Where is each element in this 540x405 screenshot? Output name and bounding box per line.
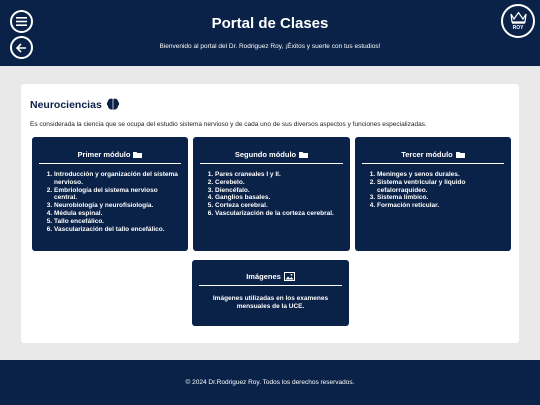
module-card-primero[interactable] — [32, 137, 188, 251]
module-topic: 4. Ganglios basales. — [215, 194, 342, 202]
module-topic: 5. Tallo encefálico. — [54, 218, 180, 226]
brain-icon — [106, 98, 120, 111]
crown-icon — [510, 11, 527, 24]
images-card[interactable] — [192, 260, 349, 326]
module-title: Segundo módulo — [234, 150, 297, 159]
module-topic: 3. Neurobiología y neurofisiología. — [54, 202, 180, 210]
module-card-segundo[interactable] — [193, 137, 350, 251]
folder-icon — [456, 151, 465, 158]
section-heading — [30, 98, 120, 111]
module-card-tercero[interactable] — [355, 137, 511, 251]
section-title: Neurociencias — [30, 98, 102, 111]
page-title: Portal de Clases — [211, 15, 329, 32]
module-divider — [39, 163, 181, 164]
module-topic-list — [54, 171, 180, 233]
section-description: Es considerada la ciencia que se ocupa del estudio sistema nervioso y de cada uno de sus diversos aspectos y funciones especializadas. — [30, 121, 427, 128]
module-header — [193, 137, 350, 159]
module-topic: 6. Vascularización del tallo encefálico. — [54, 226, 180, 234]
module-divider — [362, 163, 504, 164]
module-topic: 1. Introducción y organización del sistema nervioso. — [54, 171, 180, 187]
module-topic: 5. Corteza cerebral. — [215, 202, 342, 210]
images-title: Imágenes — [246, 272, 281, 281]
header — [0, 0, 540, 66]
welcome-subtitle: Bienvenido al portal del Dr. Rodriguez Roy, ¡Éxitos y suerte con tus estudios! — [159, 43, 381, 50]
module-topic-list — [215, 171, 342, 218]
module-topic: 2. Cerebelo. — [215, 179, 342, 187]
image-icon — [284, 272, 295, 281]
module-topic: 1. Meninges y senos durales. — [377, 171, 503, 179]
module-header — [32, 137, 188, 159]
module-divider — [200, 163, 343, 164]
logo — [501, 4, 535, 38]
module-topic: 2. Embriología del sistema nervioso central. — [54, 187, 180, 203]
images-header — [192, 260, 349, 281]
footer-copyright: © 2024 Dr.Rodriguez Roy. Todos los derechos reservados. — [185, 379, 355, 386]
module-topic: 4. Formación reticular. — [377, 202, 503, 210]
folder-icon — [133, 151, 142, 158]
module-topic: 4. Médula espinal. — [54, 210, 180, 218]
images-divider — [199, 285, 342, 286]
module-title: Primer módulo — [77, 150, 131, 159]
logo-text: ROY — [512, 25, 524, 31]
images-description: Imágenes utilizadas en los examenes mensuales de la UCE. — [212, 295, 329, 311]
module-header — [355, 137, 511, 159]
module-topic: 6. Vascularización de la corteza cerebral. — [215, 210, 342, 218]
module-topic: 2. Sistema ventricular y liquido cefalorraquideo. — [377, 179, 503, 195]
folder-icon — [299, 151, 308, 158]
footer — [0, 360, 540, 405]
module-topic: 3. Sistema límbico. — [377, 194, 503, 202]
module-topic: 1. Pares craneales I y II. — [215, 171, 342, 179]
module-title: Tercer módulo — [401, 150, 453, 159]
module-topic: 3. Diencéfalo. — [215, 187, 342, 195]
module-topic-list — [377, 171, 503, 210]
